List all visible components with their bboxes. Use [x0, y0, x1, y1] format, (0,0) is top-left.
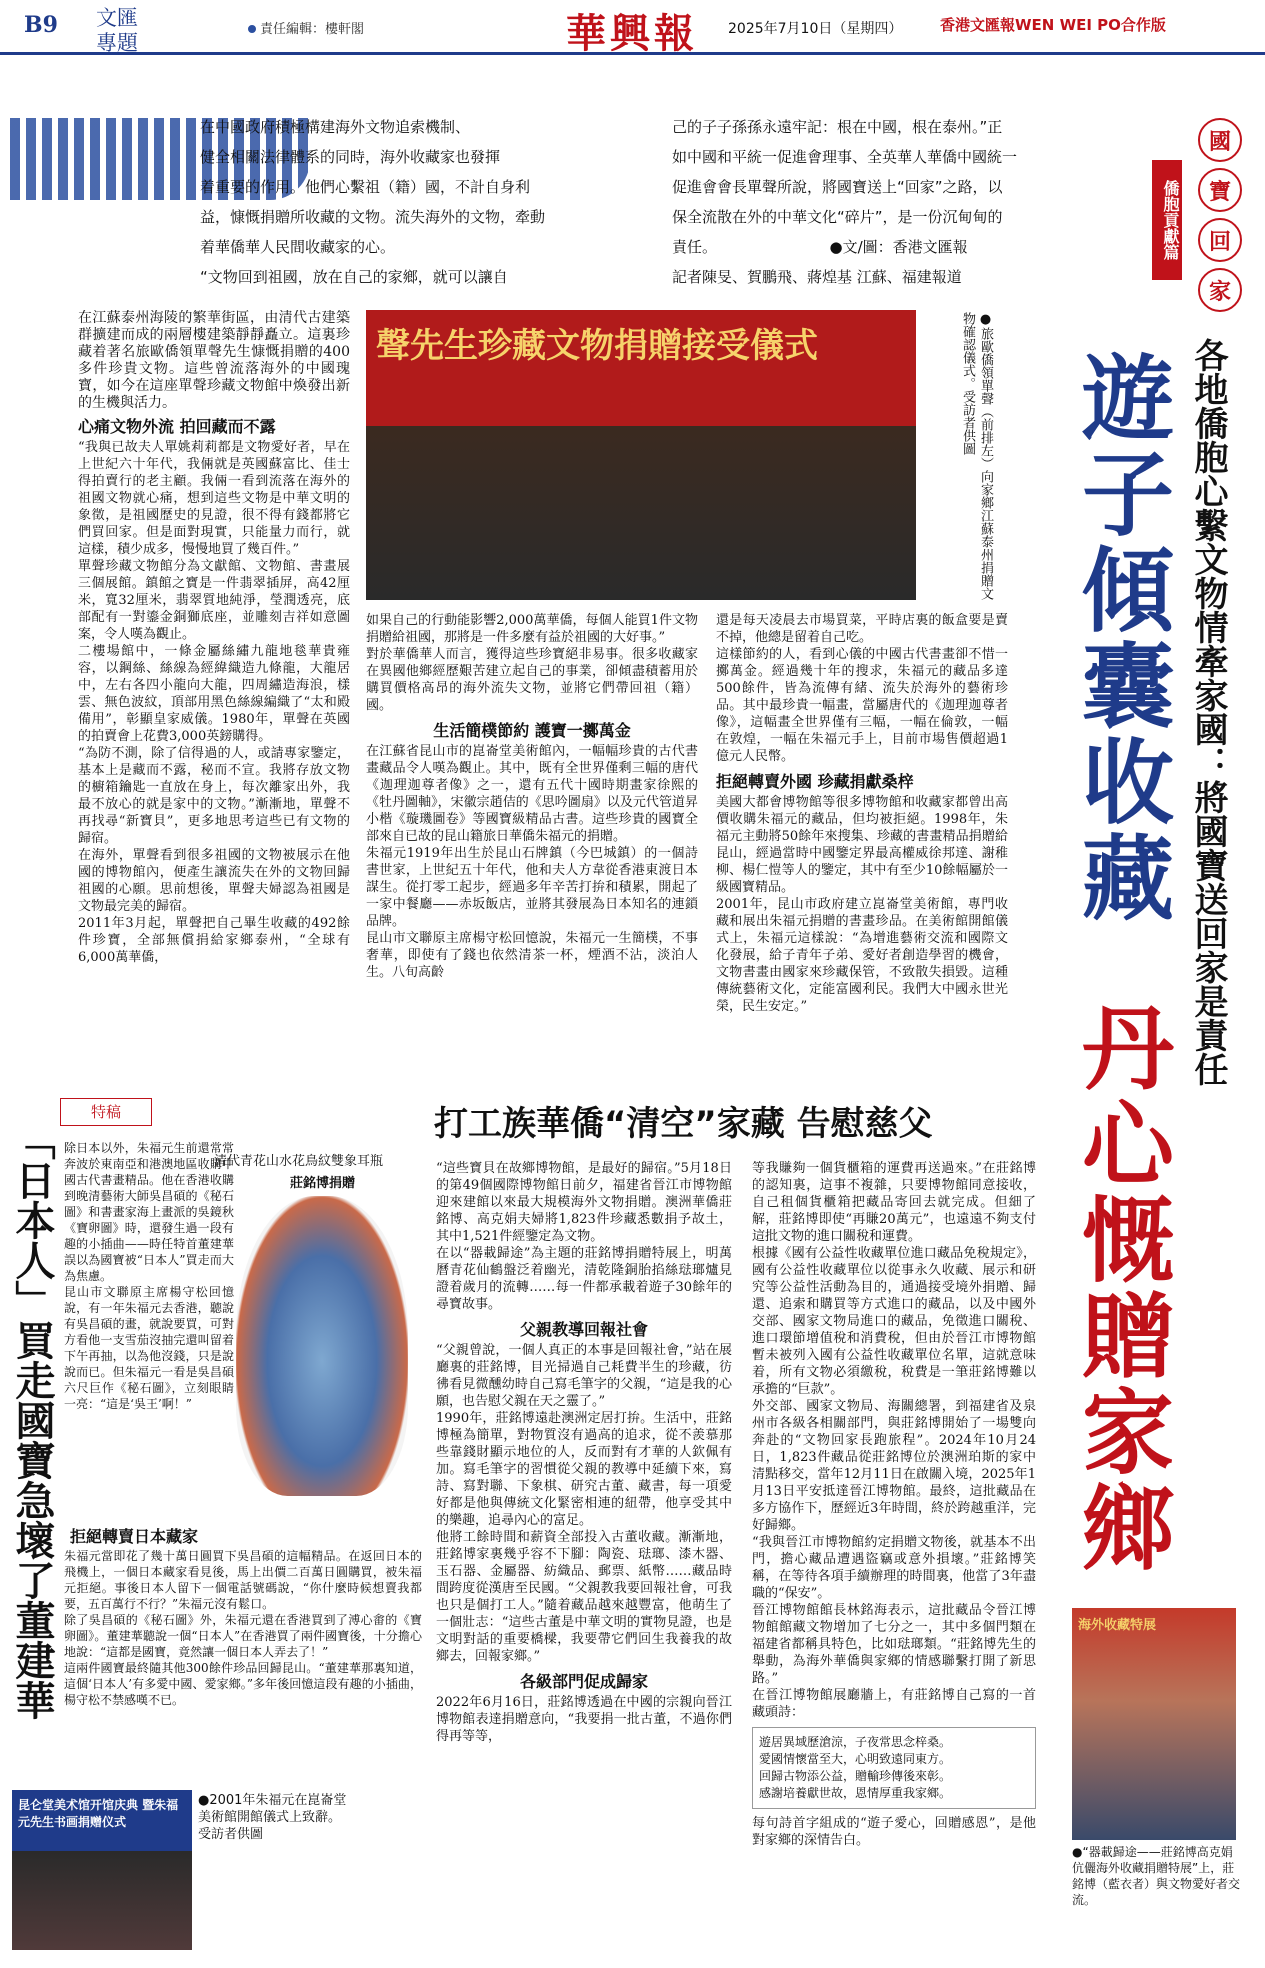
intro-line: 着華僑華人民間收藏家的心。: [200, 238, 396, 256]
partner-logo: 香港文匯報WEN WEI PO合作版: [940, 16, 1166, 34]
masthead: 華興報: [566, 10, 698, 57]
intro-line: 己的子子孫孫永遠牢記：根在中國，根在泰州。”正: [672, 118, 1003, 136]
opening-ceremony-photo: [12, 1790, 192, 1950]
seal-guo: 國: [1198, 118, 1242, 162]
headline-line-1: 遊子傾囊收藏: [1067, 350, 1174, 926]
vase-title: 清代青花山水花鳥紋雙象耳瓶: [214, 1154, 384, 1169]
poem-box: [752, 1727, 1036, 1809]
exhibition-banner-text: 海外收藏特展: [1078, 1618, 1157, 1633]
photo-banner-text: 聲先生珍藏文物捐贈接受儀式: [376, 326, 818, 366]
intro-line: 促進會會長單聲所說，將國寶送上“回家”之路，以: [672, 178, 1003, 196]
story2-body-5: 每句詩首字組成的“遊子愛心，回贈感恩”，是他對家鄉的深情告白。: [752, 1816, 1036, 1848]
story1-subhead-3: 拒絕轉賣外國 珍藏捐獻桑梓: [716, 772, 914, 791]
story1-subhead-2: 生活簡樸節約 護寶一擲萬金: [433, 721, 631, 740]
bullet-icon: [248, 25, 256, 33]
intro-line: 記者陳旻、賀鵬飛、蔣煌基 江蘇、福建報道: [672, 268, 962, 286]
editor-credit: [248, 18, 364, 37]
story3-headline: 「日本人」買走國寶急壞了董建華: [9, 1120, 55, 1720]
poem-line: 感謝培養獻世故，恩情厚重我家鄉。: [759, 1786, 952, 1800]
intro-line: “文物回到祖國，放在自己的家鄉，就可以讓自: [200, 268, 508, 286]
story1-subhead-1: 心痛文物外流 拍回藏而不露: [78, 417, 276, 436]
story2-headline: 打工族華僑“清空”家藏 告慰慈父: [434, 1104, 933, 1144]
headline-line-2: 丹心慨贈家鄉: [1067, 1000, 1174, 1576]
story2-body-2: “父親曾說，一個人真正的本事是回報社會，”站在展廳裏的莊銘博，目光掃過自己耗費半生的珍藏，彷彿看見微醺幼時自己寫毛筆字的父親，“這是我的心願，也告慰父親在天之靈了。” 1990年，莊銘博遠赴澳洲定居打拚。生活中，莊銘博極為簡單，對物質沒有過高的追求，從不羨慕那些靠錢財顯示地位的人，反而對有才華的人欽佩有加。寫毛筆字的習慣從父親的教導中延續下來，寫詩、寫對聯、下象棋、研究古董、藏書，每一項愛好都是他與傳統文化緊密相連的紐帶，他享受其中的樂趣，追尋內心的富足。 他將工餘時間和薪資全部投入古董收藏。漸漸地，莊銘博家裏幾乎容不下腳：陶瓷、琺瑯、漆木器、玉石器、金屬器、紡織品、郵票、紙幣……藏品時間跨度從漢唐至民國。“父親教我要回報社會，可我也只是個打工人。”隨着藏品越來越豐富，他萌生了一個壯志：“這些古董是中華文明的實物見證，也是文明對話的重要橋樑，我要帶它們回生我養我的故鄉去，回報家鄉。”: [436, 1343, 732, 1664]
section-line-2: 專題: [96, 31, 138, 55]
vase-image: [236, 1196, 408, 1496]
story3-subhead: 拒絕轉賣日本藏家: [70, 1527, 199, 1546]
story2-subhead-1: 父親教導回報社會: [519, 1320, 648, 1339]
editor-text: 責任編輯：樓軒閣: [260, 22, 365, 37]
poem-line: 回歸古物添公益，贈輸珍傳後來彰。: [759, 1769, 952, 1783]
story1-body-1: “我與已故夫人單姚莉莉都是文物愛好者，早在上世紀六十年代，我倆就是英國蘇富比、佳士得拍賣行的老主顧。我倆一看到流落在海外的祖國文物就心痛，想到這些文物是中華文明的象徵，是祖國歷史的見證，很不得有錢都將它們買回家。但是面對現實，只能量力而行，就這樣，積少成多，慢慢地買了幾百件。” 單聲珍藏文物館分為文獻館、文物館、書畫展三個展館。鎮館之寶是一件翡翠插屏，高42厘米，寬32厘米，翡翠質地純淨，瑩潤透亮，底部配有一對鎏金銅獅底座，並雕刻吉祥如意圖案，令人嘆為觀止。 二樓場館中，一條金屬絲繡九龍地毯華貴雍容，以鋼絲、絲線為經緯織造九條龍，大龍居中，左右各四小龍向大龍，四周繡造海浪，樣雲、無色波紋，頂部用黑色絲線編織了“太和殿備用”，彰顯皇家威儀。1980年，單聲在英國的拍賣會上花費3,000英鎊購得。 “為防不測，除了信得過的人，或請專家鑒定，基本上是藏而不露，秘而不宣。我將存放文物的櫥箱鑰匙一直放在身上，每次離家出外，我最不放心的就是家中的文物。”漸漸地，單聲不再找尋“新寶貝”，更多地思考這些已有文物的歸宿。 在海外，單聲看到很多祖國的文物被展示在他國的博物館內，便產生讓流失在外的文物回歸祖國的心願。思前想後，單聲夫婦認為祖國是文物最完美的歸宿。 2011年3月起，單聲把自己畢生收藏的492餘件珍寶，全部無償捐給家鄉泰州，“全球有6,000萬華僑，: [78, 440, 350, 965]
story1-column-3: [716, 612, 1008, 1082]
donation-ceremony-photo: [366, 310, 916, 600]
story2-body-4: 等我賺夠一個貨櫃箱的運費再送過來。”在莊銘博的認知裏，這事不複雜，只要博物館同意接收，自己租個貨櫃箱把藏品寄回去就完成。但細了解，莊銘博即使“再賺20萬元”，也遠遠不夠支付這批文物的進口關稅和運費。 根據《國有公益性收藏單位進口藏品免稅規定》，國有公益性收藏單位以從事永久收藏、展示和研究等公益性活動為目的，通過接受境外捐贈、歸還、追索和購買等方式進口的藏品，以及中國外交部、國家文物局進口的藏品，免徵進口關稅、進口環節增值稅和消費稅，但由於晉江市博物館暫未被列入國有公益性收藏單位名單，這就意味着，所有文物必須繳稅，稅費是一筆莊銘博難以承擔的“巨款”。 外交部、國家文物局、海關總署，到福建省及泉州市各級各相關部門，與莊銘博開始了一場雙向奔赴的“文物回家長跑旅程”。2024年10月24日，1,823件藏品從莊銘博位於澳洲珀斯的家中清點移交，當年12月11日在啟關入境，2025年1月13日平安抵達晉江博物館。最終，這批藏品在多方協作下，歷經近3年時間，終於跨越重洋，完好歸鄉。 “我與晉江市博物館約定捐贈文物後，就基本不出門，擔心藏品遭遇盜竊或意外損壞。”莊銘博笑稱，在等待各項手續辦理的時間裏，他當了3年盡職的“保安”。 晉江博物館館長林銘海表示，這批藏品令晉江博物館館藏文物增加了七分之一，其中多個門類在福建省都稱具特色，比如琺瑯類。“莊銘博先生的舉動，為海外華僑與家鄉的情感聯繫打開了新思路。” 在晉江博物館展廳牆上，有莊銘博自己寫的一首藏頭詩：: [752, 1161, 1036, 1720]
headline-kicker: 各地僑胞心繫文物情牽家國：將國寶送回家是責任: [1188, 338, 1228, 1086]
story2-subhead-2: 各級部門促成歸家: [519, 1672, 648, 1691]
opening-photo-caption: ●2001年朱福元在崑崙堂美術館開館儀式上致辭。受訪者供圖: [198, 1793, 347, 1842]
photo-caption: ●旅歐僑領單聲（前排左）向家鄉江蘇泰州捐贈文物確認儀式。受訪者供圖: [960, 312, 993, 600]
intro-line: 健全相關法律體系的同時，海外收藏家也發揮: [200, 148, 501, 166]
series-seals: [1198, 118, 1244, 312]
story3-body-2: 朱福元當即花了幾十萬日圓買下吳昌碩的這幅精品。在返回日本的飛機上，一個日本藏家看見後，馬上出價二百萬日圓購買，被朱福元拒絕。事後日本人留下一個電話號碼說，“你什麼時候想賣我都要，五百萬行不行？”朱福元沒有鬆口。 除了吳昌碩的《秘石圖》外，朱福元還在香港買到了溥心畬的《寶卵圖》。董建華聽說一個“日本人”在香港買了兩件國寶後，十分擔心地說：“這都是國寶，竟然讓一個日本人弄去了！” 這兩件國寶最終隨其他300餘件珍品回歸昆山。“董建華那裏知道，這個‘日本人’有多愛中國、愛家鄉。”多年後回憶這段有趣的小插曲，楊守松不禁感嘆不已。: [64, 1549, 422, 1707]
series-tag: 僑胞貢獻篇: [1152, 160, 1182, 280]
story1-body-2b: 在江蘇省昆山市的崑崙堂美術館內，一幅幅珍貴的古代書畫藏品令人嘆為觀止。其中，既有全世界僅剩三幅的唐代《迦理迦尊者像》之一，還有五代十國時期畫家徐熙的《牡丹圖軸》，宋徽宗趙佶的《思吟圖扇》以及元代管道昇小楷《璇璣圖卷》等國寶級精品古書。這些珍貴的國寶全部來自已故的昆山籍旅日華僑朱福元的捐贈。 朱福元1919年出生於昆山石牌鎮（今巴城鎮）的一個詩書世家，上世紀五十年代，他和夫人方韋從香港東渡日本謀生。從打零工起步，經過多年辛苦打拚和積累，開起了一家中餐廳——赤坂飯店，並將其發展為日本知名的連鎖品牌。 昆山市文聯原主席楊守松回憶說，朱福元一生簡樸，不事奢華，即使有了錢也依然清茶一杯，煙酒不沾，淡泊人生。八旬高齡: [366, 744, 698, 980]
story2-body-1: “這些寶貝在故鄉博物館，是最好的歸宿。”5月18日的第49個國際博物館日前夕，福建省晉江市博物館迎來建館以來最大規模海外文物捐贈。澳洲華僑莊銘博、高克娟夫婦將1,823件珍藏悉數捐予故土，其中1,521件經鑒定為文物。 在以“器載歸途”為主題的莊銘博捐贈特展上，明萬曆青花仙鶴盤泛着幽光，清乾隆銅胎掐絲琺瑯爐見證着歲月的流轉……每一件都承載着遊子30餘年的尋寶故事。: [436, 1161, 732, 1312]
exhibition-photo-caption: ●“器載歸途——莊銘博高克娟伉儷海外收藏捐贈特展”上，莊銘博（藍衣者）與文物愛好者交流。: [1072, 1845, 1241, 1907]
story1-lead: 在江蘇泰州海陵的繁華街區，由清代古建築群擴建而成的兩層樓建築靜靜矗立。這裏珍藏着著名旅歐僑領單聲先生慷慨捐贈的400多件珍貴文物。這些曾流落海外的中國瑰寶，如今在這座單聲珍藏文物館中煥發出新的生機與活力。: [78, 310, 350, 411]
intro-line: 如中國和平統一促進會理事、全英華人華僑中國統一: [672, 148, 1018, 166]
story2-body-3: 2022年6月16日，莊銘博透過在中國的宗親向晉江博物館表達捐贈意向，“我要捐一批古董，不過你們得再等等，: [436, 1695, 732, 1744]
page-number: B9: [24, 12, 58, 38]
story1-body-2a: 如果自己的行動能影響2,000萬華僑，每個人能買1件文物捐贈給祖國，那將是一件多麼有益於祖國的大好事。” 對於華僑華人而言，獲得這些珍寶絕非易事。很多收藏家在異國他鄉經歷艱苦建立起自己的事業，卻傾盡積蓄用於購買價格高昂的海外流失文物，並將它們帶回祖（籍）國。: [366, 613, 698, 713]
intro-column-1: [200, 112, 640, 292]
story1-body-3b: 美國大都會博物館等很多博物館和收藏家都曾出高價收購朱福元的藏品，但均被拒絕。1998年，朱福元主動將50餘年來搜集、珍藏的書畫精品捐贈給昆山，經過當時中國鑒定界最高權威徐邦達、謝稚柳、楊仁愷等人的鑒定，其中有至少10餘幅屬於一級國寶精品。 2001年，昆山市政府建立崑崙堂美術館，專門收藏和展出朱福元捐贈的書畫珍品。在美術館開館儀式上，朱福元這樣說：“為增進藝術交流和國際文化發展，給子青年子弟、愛好者創造學習的機會，文物書畫由國家來珍藏保管，不致散失損毀。這種傳統藝術文化，定能富國利民。我們大中國永世光榮，民生安定。”: [716, 795, 1008, 1014]
story1-body-3a: 還是每天凌晨去市場買菜，平時店裏的飯盒要是賣不掉，他總是留着自己吃。 這樣節約的人，看到心儀的中國古代書畫卻不惜一擲萬金。經過幾十年的搜求，朱福元的藏品多達500餘件，皆為流傳有緒、流失於海外的藝術珍品。其中最珍貴一幅畫，當屬唐代的《迦理迦尊者像》，這幅畫全世界僅有三幅，一幅在倫敦，一幅在敦煌，一幅在朱福元手上，目前市場售價超過1億元人民幣。: [716, 613, 1008, 764]
seal-jia: 家: [1198, 268, 1242, 312]
poem-line: 愛國情懷當至大，心明致遠同東方。: [759, 1752, 952, 1766]
intro-line: 着重要的作用。他們心繫祖（籍）國，不計自身利: [200, 178, 531, 196]
intro-line: 益，慷慨捐贈所收藏的文物。流失海外的文物，牽動: [200, 208, 546, 226]
intro-line: 在中國政府積極構建海外文物追索機制、: [200, 118, 471, 136]
poem-line: 遊居異域歷滄涼，子夜常思念梓桑。: [759, 1735, 952, 1749]
section-line-1: 文匯: [96, 6, 138, 30]
intro-line: 責任。 ●文/圖：香港文匯報: [672, 238, 968, 256]
intro-line: 保全流散在外的中華文化“碎片”，是一份沉甸甸的: [672, 208, 1003, 226]
story2-column-1: [436, 1160, 732, 1950]
section-name: [96, 6, 138, 56]
vase-credit: 莊銘博捐贈: [290, 1176, 356, 1191]
story2-column-2: [752, 1160, 1036, 1900]
issue-date: 2025年7月10日（星期四）: [728, 21, 903, 37]
seal-hui: 回: [1198, 218, 1242, 262]
story1-column-2: [366, 612, 698, 1082]
opening-banner-text: 昆仑堂美术馆开馆庆典 暨朱福元先生书画捐赠仪式: [18, 1798, 179, 1829]
story1-column-1: [78, 310, 350, 1100]
seal-bao: 寶: [1198, 168, 1242, 212]
exhibition-photo: [1072, 1608, 1236, 1840]
intro-column-2: [672, 112, 1112, 292]
feature-tag: 特稿: [60, 1098, 152, 1126]
story3-body-1: 除日本以外，朱福元生前還常常奔波於東南亞和港澳地區收購中國古代書畫精品。他在香港收購到晚清藝術大師吳昌碩的《秘石圖》和書畫家海上畫派的吳鏡秋《寶卵圖》時，還發生過一段有趣的小插曲——時任特首董建華誤以為國寶被“日本人”買走而大為焦慮。 昆山市文聯原主席楊守松回憶說，有一年朱福元去香港，聽說有吳昌碩的畫，就說要買，可對方看他一支雪茄沒抽完還叫留着下午再抽，以為他沒錢，只是說說而已。但朱福元一看是吳昌碩六尺巨作《秘石圖》，立刻眼睛一亮：“這是‘吳王’啊！”: [64, 1141, 234, 1411]
